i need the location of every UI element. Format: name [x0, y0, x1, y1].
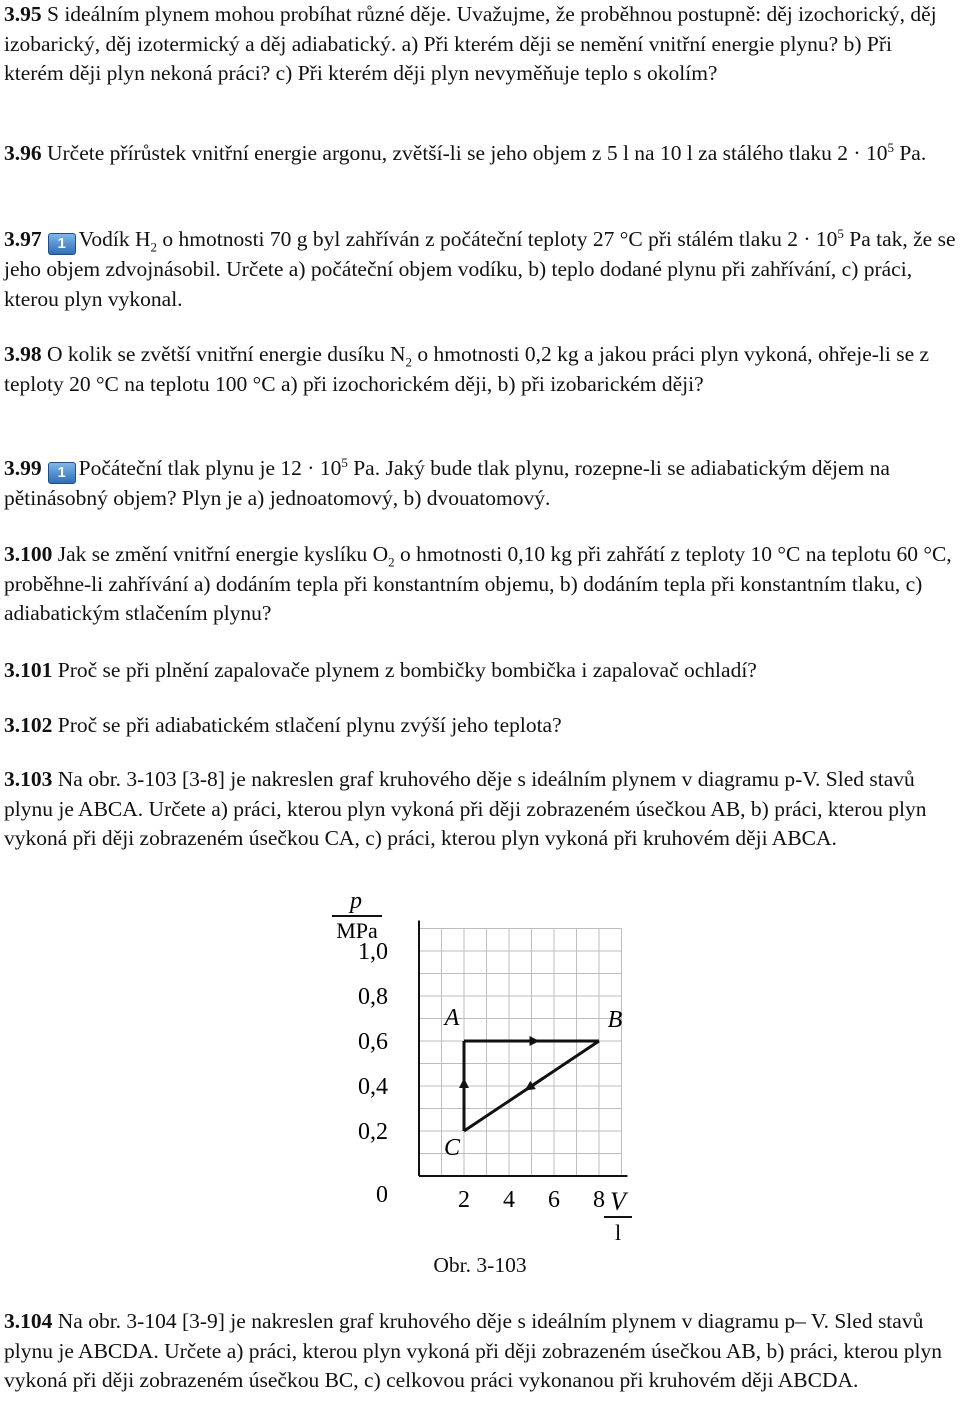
y-tick-label: 0,2: [358, 1119, 388, 1145]
difficulty-1-icon: 1: [48, 233, 76, 255]
exercise-text: Proč se při adiabatickém stlačení plynu zvýší jeho teplota?: [57, 713, 562, 737]
x-axis-unit: l: [614, 1220, 622, 1245]
exercise-3-99: [4, 454, 956, 514]
exercise-text-end: o hmotnosti 0,10 kg při zahřátí z teploty 10 °C na teplotu 60 °C, proběhne-li zahřívání a) dodáním tepla při konstantním objemu, b) dodáním tepla při konstantním tlaku, c) adiabatickým stlačením plynu?: [4, 542, 952, 625]
exercise-number: 3.102: [4, 713, 53, 737]
exercise-number: 3.95: [4, 2, 42, 26]
exercise-number: 3.103: [4, 767, 53, 791]
x-tick-label: 4: [503, 1187, 515, 1213]
exercise-3-97: [4, 225, 956, 314]
x-tick-label: 2: [458, 1187, 470, 1213]
subscript: 2: [150, 239, 158, 255]
x-tick-label: 8: [593, 1187, 605, 1213]
exercise-3-102: [4, 711, 956, 741]
exercise-number: 3.100: [4, 542, 53, 566]
exercise-text-middle: o hmotnosti 70 g byl zahříván z počáteční teploty 27 °C při stálém tlaku 2 · 10: [157, 227, 838, 251]
subscript: 2: [405, 354, 412, 370]
exercise-3-103: [4, 765, 956, 854]
y-axis-symbol: p: [350, 890, 362, 914]
exercise-text: Jak se změní vnitřní energie kyslíku O: [57, 542, 389, 566]
exercise-number: 3.104: [4, 1309, 53, 1333]
point-label-C: C: [443, 1135, 461, 1161]
pv-diagram: [314, 890, 654, 1245]
exercise-text: Na obr. 3-104 [3-9] je nakreslen graf kruhového děje s ideálním plynem v diagramu p– V. Sled stavů plynu je ABCDA. Určete a) práci, kterou plyn vykoná při ději zobrazeném úsečkou AB, b) práci, kterou plyn vykoná při ději zobrazeném úsečkou BC, c) celkovou práci vykonanou při kruhovém ději ABCDA.: [4, 1309, 942, 1392]
origin-label: 0: [376, 1182, 388, 1208]
exercise-text-end: Pa.: [893, 141, 927, 165]
exercise-text: Na obr. 3-103 [3-8] je nakreslen graf kruhového děje s ideálním plynem v diagramu p-V. Sled stavů plynu je ABCA. Určete a) práci, kterou plyn vykoná při ději zobrazeném úsečkou AB, b) práci, kterou plyn vykoná při ději zobrazeném úsečkou CA, c) práci, kterou plyn vykoná při kruhovém ději ABCA.: [4, 767, 927, 850]
y-tick-label: 1,0: [358, 939, 388, 965]
difficulty-1-icon: 1: [48, 462, 76, 484]
exercise-3-96: [4, 139, 956, 169]
exercise-3-98: [4, 340, 956, 399]
exercise-text: Počáteční tlak plynu je 12 · 10: [78, 456, 342, 480]
exercise-text: Určete přírůstek vnitřní energie argonu, zvětší-li se jeho objem z 5 l na 10 l za stálého tlaku 2 · 10: [47, 141, 888, 165]
tick-labels: [358, 939, 605, 1213]
x-axis-symbol: V: [610, 1187, 626, 1216]
exercise-text-end: Pa tak, že se jeho objem zdvojnásobil. Určete a) počáteční objem vodíku, b) teplo dodané plynu při zahřívání, c) práci, kterou plyn vykonal.: [4, 227, 956, 311]
exercise-3-104: [4, 1307, 956, 1396]
x-tick-label: 6: [548, 1187, 560, 1213]
exercise-number: 3.98: [4, 342, 42, 366]
superscript: 5: [887, 139, 894, 155]
superscript: 5: [837, 225, 844, 241]
figure-caption: Obr. 3-103: [433, 1253, 527, 1277]
y-tick-label: 0,6: [358, 1029, 388, 1055]
superscript: 5: [341, 454, 348, 470]
point-label-A: A: [444, 1005, 460, 1031]
exercise-text: Vodík H: [78, 227, 151, 251]
exercise-3-101: [4, 656, 956, 686]
y-tick-label: 0,8: [358, 984, 388, 1010]
point-label-B: B: [607, 1007, 623, 1033]
y-tick-label: 0,4: [358, 1074, 388, 1100]
exercise-text-end: Pa. Jaký bude tlak plynu, rozepne-li se adiabatickým dějem na pětinásobný objem? Plyn je a) jednoatomový, b) dvouatomový.: [4, 456, 890, 510]
exercise-number: 3.99: [4, 456, 42, 480]
point-labels: [443, 1005, 623, 1161]
exercise-number: 3.97: [4, 227, 42, 251]
exercise-text: Proč se při plnění zapalovače plynem z bombičky bombička i zapalovač ochladí?: [57, 658, 757, 682]
exercise-text: O kolik se zvětší vnitřní energie dusíku N: [47, 342, 406, 366]
exercise-number: 3.101: [4, 658, 53, 682]
y-axis-unit: MPa: [336, 918, 378, 943]
exercise-text-end: o hmotnosti 0,2 kg a jakou práci plyn vykoná, ohřeje-li se z teploty 20 °C na teplotu 100 °C a) při izochorickém ději, b) při izobarickém ději?: [4, 342, 930, 396]
exercise-number: 3.96: [4, 141, 42, 165]
pv-diagram-figure: [314, 890, 654, 1250]
exercise-3-95: [4, 0, 956, 89]
exercise-text: S ideálním plynem mohou probíhat různé děje. Uvažujme, že proběhnou postupně: děj izochorický, děj izobarický, děj izotermický a děj adiabatický. a) Při kterém ději se nemění vnitřní energie plynu? b) Při kterém ději plyn nekoná práci? c) Při kterém ději plyn nevyměňuje teplo s okolím?: [4, 2, 937, 85]
subscript: 2: [388, 554, 395, 570]
exercise-3-100: [4, 540, 956, 629]
cycle-arrow: [527, 1078, 544, 1089]
